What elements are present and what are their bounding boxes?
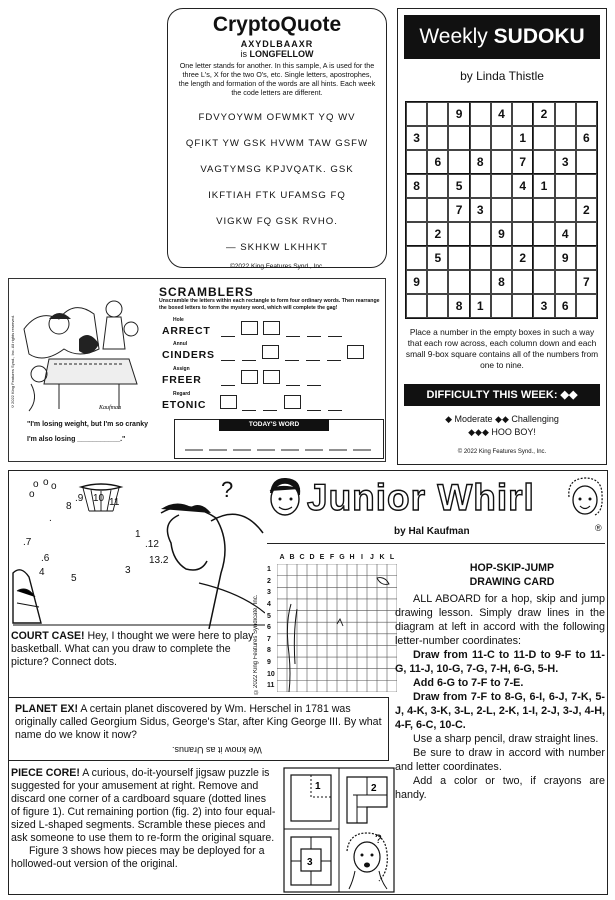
grid-copyright: ©2022 King Features Syndicate, Inc. [253, 594, 259, 694]
letter-slot[interactable] [307, 325, 321, 337]
planet-ex-body: A certain planet discovered by Wm. Herschel in 1781 was originally called Georgium Sidus, George's Star, after King George III. By what name do we know it now? [15, 703, 382, 741]
piece-core-body2: Figure 3 shows how pieces may be deployed for a hollowed-out version of the original. [11, 845, 265, 870]
sudoku-cell[interactable] [448, 126, 469, 150]
scramble-word: FREER [162, 374, 202, 386]
letter-slot[interactable] [307, 374, 321, 386]
sudoku-cell[interactable] [491, 294, 512, 318]
boxed-letter-slot[interactable] [347, 345, 364, 359]
boxed-letter-slot[interactable] [241, 370, 258, 384]
sudoku-cell[interactable]: 6 [427, 150, 448, 174]
sudoku-cell[interactable] [533, 198, 554, 222]
boxed-letter-slot[interactable] [263, 321, 280, 335]
sudoku-cell[interactable] [576, 294, 597, 318]
sample-is: is [240, 49, 247, 59]
planet-ex-answer: We know it as Uranus. [172, 745, 262, 755]
sudoku-cell[interactable] [533, 222, 554, 246]
sudoku-cell[interactable] [470, 270, 491, 294]
letter-slot[interactable] [242, 349, 256, 361]
sudoku-cell[interactable]: 8 [491, 270, 512, 294]
svg-text:Kaufman: Kaufman [99, 405, 122, 411]
grid-column-label: J [370, 554, 374, 561]
piece-core-title: PIECE CORE! [11, 767, 80, 779]
grid-column-label: D [309, 554, 315, 561]
sudoku-cell[interactable]: 4 [491, 102, 512, 126]
sudoku-cell[interactable]: 1 [470, 294, 491, 318]
scramblers-title: SCRAMBLERS [159, 285, 254, 299]
scramble-word: ARRECT [162, 325, 211, 337]
piece-core-text [11, 767, 277, 871]
svg-text:o: o [43, 477, 49, 488]
cipher-line: VIGKW FQ GSK RVHO. [216, 216, 338, 227]
sudoku-cell[interactable]: 4 [555, 222, 576, 246]
sudoku-cell[interactable]: 9 [555, 246, 576, 270]
letter-slot[interactable] [286, 374, 300, 386]
sudoku-cell[interactable]: 2 [427, 222, 448, 246]
sudoku-copyright: © 2022 King Features Synd., Inc. [457, 449, 547, 455]
sudoku-cell[interactable] [576, 174, 597, 198]
svg-text:o: o [33, 479, 39, 490]
letter-slot[interactable] [221, 349, 235, 361]
svg-text:5: 5 [71, 573, 77, 584]
letter-slot[interactable] [221, 374, 235, 386]
sudoku-cell[interactable]: 9 [491, 222, 512, 246]
cipher-line: VAGTYMSG KPJVQATK. GSK [200, 164, 354, 175]
letter-slot[interactable] [307, 399, 321, 411]
sudoku-cell[interactable]: 2 [533, 102, 554, 126]
grid-row-label: 1 [267, 566, 271, 573]
todays-word-slots [185, 446, 375, 452]
letter-slot[interactable] [306, 349, 320, 361]
grid-column-label: L [389, 554, 395, 561]
sudoku-byline: by Linda Thistle [460, 69, 544, 83]
sudoku-cell[interactable] [555, 198, 576, 222]
grid-row-label: 2 [267, 577, 271, 585]
boxed-letter-slot[interactable] [263, 370, 280, 384]
svg-text:4: 4 [39, 567, 45, 578]
sudoku-cell[interactable] [512, 198, 533, 222]
sudoku-cell[interactable] [427, 198, 448, 222]
sample-word: LONGFELLOW [249, 49, 314, 59]
sudoku-cell[interactable] [555, 174, 576, 198]
grid-row-label: 7 [267, 635, 271, 643]
sudoku-cell[interactable] [427, 126, 448, 150]
svg-text:.9: .9 [75, 493, 84, 504]
sudoku-cell[interactable] [576, 102, 597, 126]
sudoku-cell[interactable] [512, 294, 533, 318]
letter-slot[interactable] [242, 399, 256, 411]
letter-slot[interactable] [221, 325, 235, 337]
sudoku-cell[interactable]: 9 [406, 270, 427, 294]
sudoku-cell[interactable] [555, 102, 576, 126]
difficulty-banner: DIFFICULTY THIS WEEK: ◆◆ [404, 384, 600, 406]
sudoku-cell[interactable]: 1 [512, 126, 533, 150]
planet-ex-box [9, 697, 389, 761]
sudoku-cell[interactable]: 4 [512, 174, 533, 198]
sample-code: AXYDLBAAXR [240, 39, 314, 49]
grid-column-label: A [279, 554, 285, 561]
scramble-hint: Hole [173, 317, 184, 323]
boxed-letter-slot[interactable] [284, 395, 301, 409]
sudoku-cell[interactable] [406, 150, 427, 174]
svg-text:8: 8 [66, 501, 72, 512]
svg-text:.6: .6 [41, 553, 50, 564]
hop-coordinates: Draw from 7-F to 8-G, 6-I, 6-J, 7-K, 5-J, 4-K, 3-K, 3-L, 2-L, 2-K, 1-I, 2-J, 3-J, 4-H, 4-F, 6-C, 10-C. [395, 691, 605, 731]
sudoku-cell[interactable] [470, 246, 491, 270]
gag-caption-line2: I'm also losing ___________." [27, 436, 126, 443]
letter-slot[interactable] [328, 399, 342, 411]
grid-column-label: F [329, 554, 335, 561]
sudoku-cell[interactable]: 7 [512, 150, 533, 174]
letter-slot[interactable] [263, 399, 277, 411]
sudoku-cell[interactable] [427, 174, 448, 198]
sudoku-cell[interactable] [427, 102, 448, 126]
sudoku-cell[interactable]: 5 [448, 174, 469, 198]
sudoku-cell[interactable]: 3 [533, 294, 554, 318]
sudoku-cell[interactable]: 9 [448, 102, 469, 126]
hop-paragraph: Use a sharp pencil, draw straight lines. [413, 733, 599, 745]
hop-coordinates: Add 6-G to 7-F to 7-E. [413, 677, 524, 689]
grid-column-label: E [319, 554, 325, 561]
planet-ex-text [15, 703, 383, 742]
sudoku-banner [404, 15, 600, 59]
sudoku-cell[interactable]: 3 [470, 198, 491, 222]
scramble-word: CINDERS [162, 349, 215, 361]
sudoku-cell[interactable] [470, 222, 491, 246]
scramblers-panel [8, 278, 386, 462]
sudoku-cell[interactable]: 2 [576, 198, 597, 222]
svg-text:?: ? [375, 832, 382, 846]
svg-text:.7: .7 [23, 537, 32, 548]
sudoku-cell[interactable] [512, 102, 533, 126]
sudoku-cell[interactable]: 6 [555, 294, 576, 318]
grid-column-label: I [361, 554, 363, 561]
cryptoquote-title: CryptoQuote [212, 13, 342, 36]
cryptoquote-rules: One letter stands for another. In this sample, A is used for the three L's, X for the two O's, etc. Single letters, apostrophes, the length and formation of the words are all hints. Each week the code letters are different. [178, 61, 376, 97]
sudoku-title-light: Weekly [419, 25, 488, 48]
sudoku-cell[interactable] [448, 246, 469, 270]
svg-text:o: o [51, 481, 57, 492]
coordinate-grid [253, 554, 397, 694]
sudoku-instructions: Place a number in the empty boxes in such a way that each row across, each column down and each small 9-box square contains all of the numbers from one to nine. [405, 327, 599, 370]
sample-line [168, 49, 386, 59]
junior-whirl-panel [8, 470, 608, 895]
sudoku-cell[interactable] [448, 270, 469, 294]
fig-label: 3 [307, 857, 313, 868]
sudoku-cell[interactable] [491, 246, 512, 270]
puzzle-figures [283, 767, 395, 893]
svg-text:1: 1 [135, 529, 141, 540]
grid-row-label: 6 [267, 624, 271, 632]
boy-face-icon [264, 475, 304, 519]
grid-column-label: G [339, 554, 345, 561]
header-rule [267, 543, 605, 544]
svg-text:10: 10 [93, 493, 105, 504]
hop-skip-jump-title: HOP-SKIP-JUMP DRAWING CARD [469, 562, 555, 588]
grid-row-label: 8 [267, 647, 271, 655]
sudoku-cell[interactable] [491, 198, 512, 222]
sudoku-cell[interactable]: 6 [576, 126, 597, 150]
todays-word-label: TODAY'S WORD [219, 419, 329, 431]
fig-label: 1 [315, 781, 321, 792]
sudoku-cell[interactable] [491, 150, 512, 174]
scramble-hint: Assign [173, 366, 190, 372]
svg-text:o: o [29, 489, 35, 500]
sudoku-cell[interactable] [555, 270, 576, 294]
registered-mark: ® [595, 523, 602, 533]
svg-text:13.2: 13.2 [149, 555, 169, 566]
sudoku-cell[interactable]: 8 [470, 150, 491, 174]
sudoku-cell[interactable] [470, 174, 491, 198]
difficulty-level-line: ◆◆◆ HOO BOY! [468, 427, 536, 437]
sudoku-cell[interactable] [427, 294, 448, 318]
gag-caption: "I'm losing weight, but I'm so cranky [27, 421, 148, 428]
grid-row-label: 3 [267, 589, 271, 597]
sudoku-title-bold: SUDOKU [493, 25, 585, 48]
sudoku-cell[interactable]: 7 [448, 198, 469, 222]
difficulty-level-line: ◆ Moderate ◆◆ Challenging [445, 414, 559, 424]
court-case-text [11, 630, 267, 669]
sudoku-cell[interactable] [533, 150, 554, 174]
svg-text:3: 3 [125, 565, 131, 576]
sudoku-cell[interactable] [470, 102, 491, 126]
svg-text:.12: .12 [145, 539, 159, 550]
sudoku-cell[interactable] [427, 270, 448, 294]
todays-word-box[interactable] [174, 419, 384, 459]
girl-face-icon [565, 475, 605, 521]
sudoku-cell[interactable]: 1 [533, 174, 554, 198]
court-case-title: COURT CASE! [11, 630, 85, 642]
cryptoquote-panel [167, 8, 387, 268]
letter-slot[interactable] [328, 325, 342, 337]
cartoon-credit: ©2022 King Features Synd., Inc. All rights reserved. [10, 315, 15, 409]
sudoku-cell[interactable] [406, 198, 427, 222]
sudoku-cell[interactable] [512, 222, 533, 246]
sudoku-cell[interactable]: 5 [427, 246, 448, 270]
fig-label: 2 [371, 783, 377, 794]
cryptoquote-copyright: ©2022 King Features Synd., Inc. [229, 263, 325, 270]
cipher-line: IKFTIAH FTK UFAMSG FQ [208, 190, 346, 201]
sudoku-cell[interactable] [576, 246, 597, 270]
sudoku-cell[interactable]: 7 [576, 270, 597, 294]
hop-skip-jump-body [395, 592, 605, 802]
sudoku-cell[interactable]: 8 [448, 294, 469, 318]
sudoku-cell[interactable] [491, 174, 512, 198]
sudoku-cell[interactable]: 8 [406, 174, 427, 198]
letter-slot[interactable] [327, 349, 341, 361]
boxed-letter-slot[interactable] [220, 395, 237, 409]
grid-row-label: 10 [267, 670, 275, 678]
grid-row-label: 5 [267, 612, 271, 620]
grid-row-label: 9 [267, 659, 271, 667]
hop-paragraph: Add a color or two, if crayons are handy. [395, 775, 605, 801]
court-case-body: Hey, I thought we were here to play basketball. What can you draw to complete the picture? Connect dots. [11, 630, 254, 668]
scramblers-description: Unscramble the letters within each rectangle to form four ordinary words. Then rearrange the boxed letters to form the mystery word, which will complete the gag! [159, 298, 380, 311]
sudoku-cell[interactable] [576, 150, 597, 174]
piece-core-body: A curious, do-it-yourself jigsaw puzzle is suggested for your amusement at right. Remove and discard one corner of a cardboard square (dotted lines of figure 1). Cut remaining portion (fig. 2) into four equal-sized L-shaped segments. Scramble these pieces and ask someone to use them to re-form the original square. [11, 767, 276, 844]
svg-text:.: . [49, 513, 52, 524]
cipher-line: QFIKT YW GSK HVWM TAW GSFW [185, 138, 369, 149]
sudoku-cell[interactable]: 3 [555, 150, 576, 174]
sudoku-cell[interactable] [470, 126, 491, 150]
scramble-word: ETONIC [162, 399, 207, 411]
hop-coordinates: Draw from 11-C to 11-D to 9-F to 11-G, 11-J, 10-G, 7-G, 7-H, 6-G, 5-H. [395, 649, 605, 675]
grid-column-label: H [349, 554, 355, 561]
boxed-letter-slot[interactable] [241, 321, 258, 335]
scramble-hint: Regard [173, 391, 191, 397]
sudoku-cell[interactable] [533, 126, 554, 150]
junior-whirl-logo: Junior Whirl [307, 477, 535, 518]
sudoku-panel [397, 8, 607, 465]
sudoku-cell[interactable] [512, 270, 533, 294]
cipher-author: — SKHKW LKHHKT [226, 242, 328, 253]
difficulty-levels [404, 413, 600, 439]
sudoku-cell[interactable] [555, 126, 576, 150]
sudoku-cell[interactable] [533, 270, 554, 294]
sudoku-cell[interactable]: 2 [512, 246, 533, 270]
sudoku-cell[interactable] [448, 222, 469, 246]
junior-whirl-byline: by Hal Kaufman [394, 526, 470, 537]
grid-row-label: 11 [267, 682, 275, 690]
grid-column-label: K [379, 554, 385, 561]
hop-paragraph: ALL ABOARD for a hop, skip and jump drawing lesson. Simply draw lines in the diagram at left in accord with the following letter-number coordinates: [395, 593, 605, 647]
grid-column-label: B [289, 554, 295, 561]
planet-ex-title: PLANET EX! [15, 703, 78, 715]
court-case-illustration [11, 473, 265, 629]
sudoku-grid [405, 101, 598, 319]
sudoku-cell[interactable] [448, 150, 469, 174]
sudoku-cell[interactable] [406, 102, 427, 126]
sudoku-cell[interactable] [406, 294, 427, 318]
sudoku-cell[interactable] [576, 222, 597, 246]
cipher-line: FDVYOYWM OFWMKT YQ WV [198, 112, 356, 123]
cartoon-illustration [19, 289, 149, 417]
scramble-hint: Annul [173, 341, 188, 347]
sudoku-cell[interactable] [406, 222, 427, 246]
letter-slot[interactable] [285, 349, 299, 361]
svg-text:11: 11 [109, 497, 120, 508]
sudoku-cell[interactable] [491, 126, 512, 150]
sudoku-cell[interactable] [533, 246, 554, 270]
grid-row-label: 4 [267, 600, 271, 608]
grid-column-label: C [299, 554, 305, 561]
svg-text:?: ? [221, 477, 234, 502]
grid-lines [277, 564, 397, 692]
sudoku-cell[interactable] [406, 246, 427, 270]
letter-slot[interactable] [286, 325, 300, 337]
sudoku-cell[interactable]: 3 [406, 126, 427, 150]
hop-paragraph: Be sure to draw in accord with number and letter coordinates. [395, 747, 605, 773]
boxed-letter-slot[interactable] [262, 345, 279, 359]
